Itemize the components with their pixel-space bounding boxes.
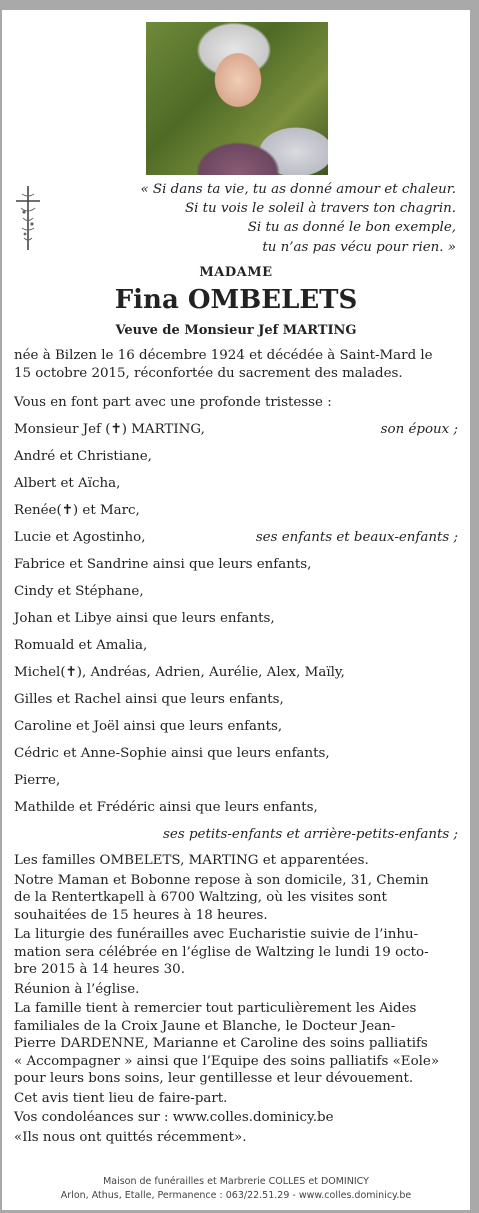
repose-line: souhaitées de 15 heures à 18 heures. [14,907,268,923]
announce-line: Vous en font part avec une profonde tristesse : [14,395,332,410]
family-list [14,421,458,844]
honorific: MADAME [199,265,273,280]
quote-line: « Si dans ta vie, tu as donné amour et chaleur. [140,182,456,197]
family-names: Pierre, [14,773,61,788]
family-names: Monsieur Jef (✝) MARTING, [14,422,205,437]
family-row [14,475,458,502]
family-names: Romuald et Amalia, [14,638,148,653]
family-row [14,718,458,745]
family-names: Renée(✝) et Marc, [14,503,140,518]
family-names: Gilles et Rachel ainsi que leurs enfants, [14,692,284,707]
family-names: Michel(✝), Andréas, Adrien, Aurélie, Alex, Maïly, [14,665,345,680]
family-row [14,421,458,448]
quote-line: tu n’as pas vécu pour rien. » [262,239,456,255]
family-names: Caroline et Joël ainsi que leurs enfants, [14,719,283,734]
family-names: Fabrice et Sandrine ainsi que leurs enfants, [14,557,312,572]
widow-of: Veuve de Monsieur Jef MARTING [115,323,357,338]
family-names: Lucie et Agostinho, [14,530,146,545]
family-row [14,637,458,664]
left-us-line: «Ils nous ont quittés récemment». [14,1129,247,1145]
text-line: née à Bilzen le 16 décembre 1924 et décédée à Saint-Mard le [14,348,433,363]
portrait-photo [146,22,328,175]
liturgy-line: mation sera célébrée en l’église de Waltzing le lundi 19 octo- [14,944,429,960]
cross-icon [14,184,42,252]
family-row [14,529,458,556]
thanks-line: familiales de la Croix Jaune et Blanche, le Docteur Jean- [14,1018,396,1034]
family-row [14,691,458,718]
thanks-line: La famille tient à remercier tout particulièrement les Aides [14,1001,417,1016]
epigraph-quote [96,180,456,257]
family-role: ses enfants et beaux-enfants ; [255,530,458,545]
family-row [14,799,458,826]
family-row [14,664,458,691]
liturgy-line: La liturgie des funérailles avec Eucharistie suivie de l’inhu- [14,927,419,942]
thanks-line: « Accompagner » ainsi que l’Equipe des soins palliatifs «Eole» [14,1053,440,1069]
thanks-line: Pierre DARDENNE, Marianne et Caroline des soins palliatifs [14,1036,428,1051]
obituary-notice [2,10,470,1210]
family-names: Albert et Aïcha, [14,476,121,491]
liturgy-line: bre 2015 à 14 heures 30. [14,962,185,977]
family-row [14,448,458,475]
family-role: son époux ; [380,422,458,437]
family-row [14,610,458,637]
family-row [14,745,458,772]
condolences-line: Vos condoléances sur : www.colles.dominicy.be [14,1110,334,1125]
family-names: André et Christiane, [14,449,152,464]
funeral-details [14,852,458,1146]
footer-line: Maison de funérailles et Marbrerie COLLES et DOMINICY [103,1176,369,1187]
family-row [14,772,458,799]
quote-line: Si tu as donné le bon exemple, [247,220,456,236]
families-line: Les familles OMBELETS, MARTING et apparentées. [14,853,369,868]
meeting-line: Réunion à l’église. [14,981,140,997]
grandchildren-role: ses petits-enfants et arrière-petits-enfants ; [163,827,458,842]
birth-death-paragraph [14,347,458,382]
footer-line: Arlon, Athus, Etalle, Permanence : 063/22.51.29 - www.colles.dominicy.be [60,1190,412,1201]
family-row [14,556,458,583]
family-names: Johan et Libye ainsi que leurs enfants, [14,611,275,626]
family-row [14,583,458,610]
announcement [14,394,458,412]
funeral-home-footer [2,1175,470,1203]
family-names: Cindy et Stéphane, [14,584,144,599]
quote-line: Si tu vois le soleil à travers ton chagrin. [184,201,456,217]
notice-line: Cet avis tient lieu de faire-part. [14,1090,228,1106]
thanks-line: pour leurs bons soins, leur gentillesse et leur dévouement. [14,1071,414,1086]
deceased-name: Fina OMBELETS [114,285,358,315]
text-line: 15 octobre 2015, réconfortée du sacrement des malades. [14,365,403,381]
repose-line: de la Rentertkapell à 6700 Waltzing, où les visites sont [14,890,387,905]
family-row [14,502,458,529]
repose-line: Notre Maman et Bobonne repose à son domicile, 31, Chemin [14,872,429,888]
family-names: Mathilde et Frédéric ainsi que leurs enfants, [14,800,318,815]
family-names: Cédric et Anne-Sophie ainsi que leurs enfants, [14,746,330,761]
